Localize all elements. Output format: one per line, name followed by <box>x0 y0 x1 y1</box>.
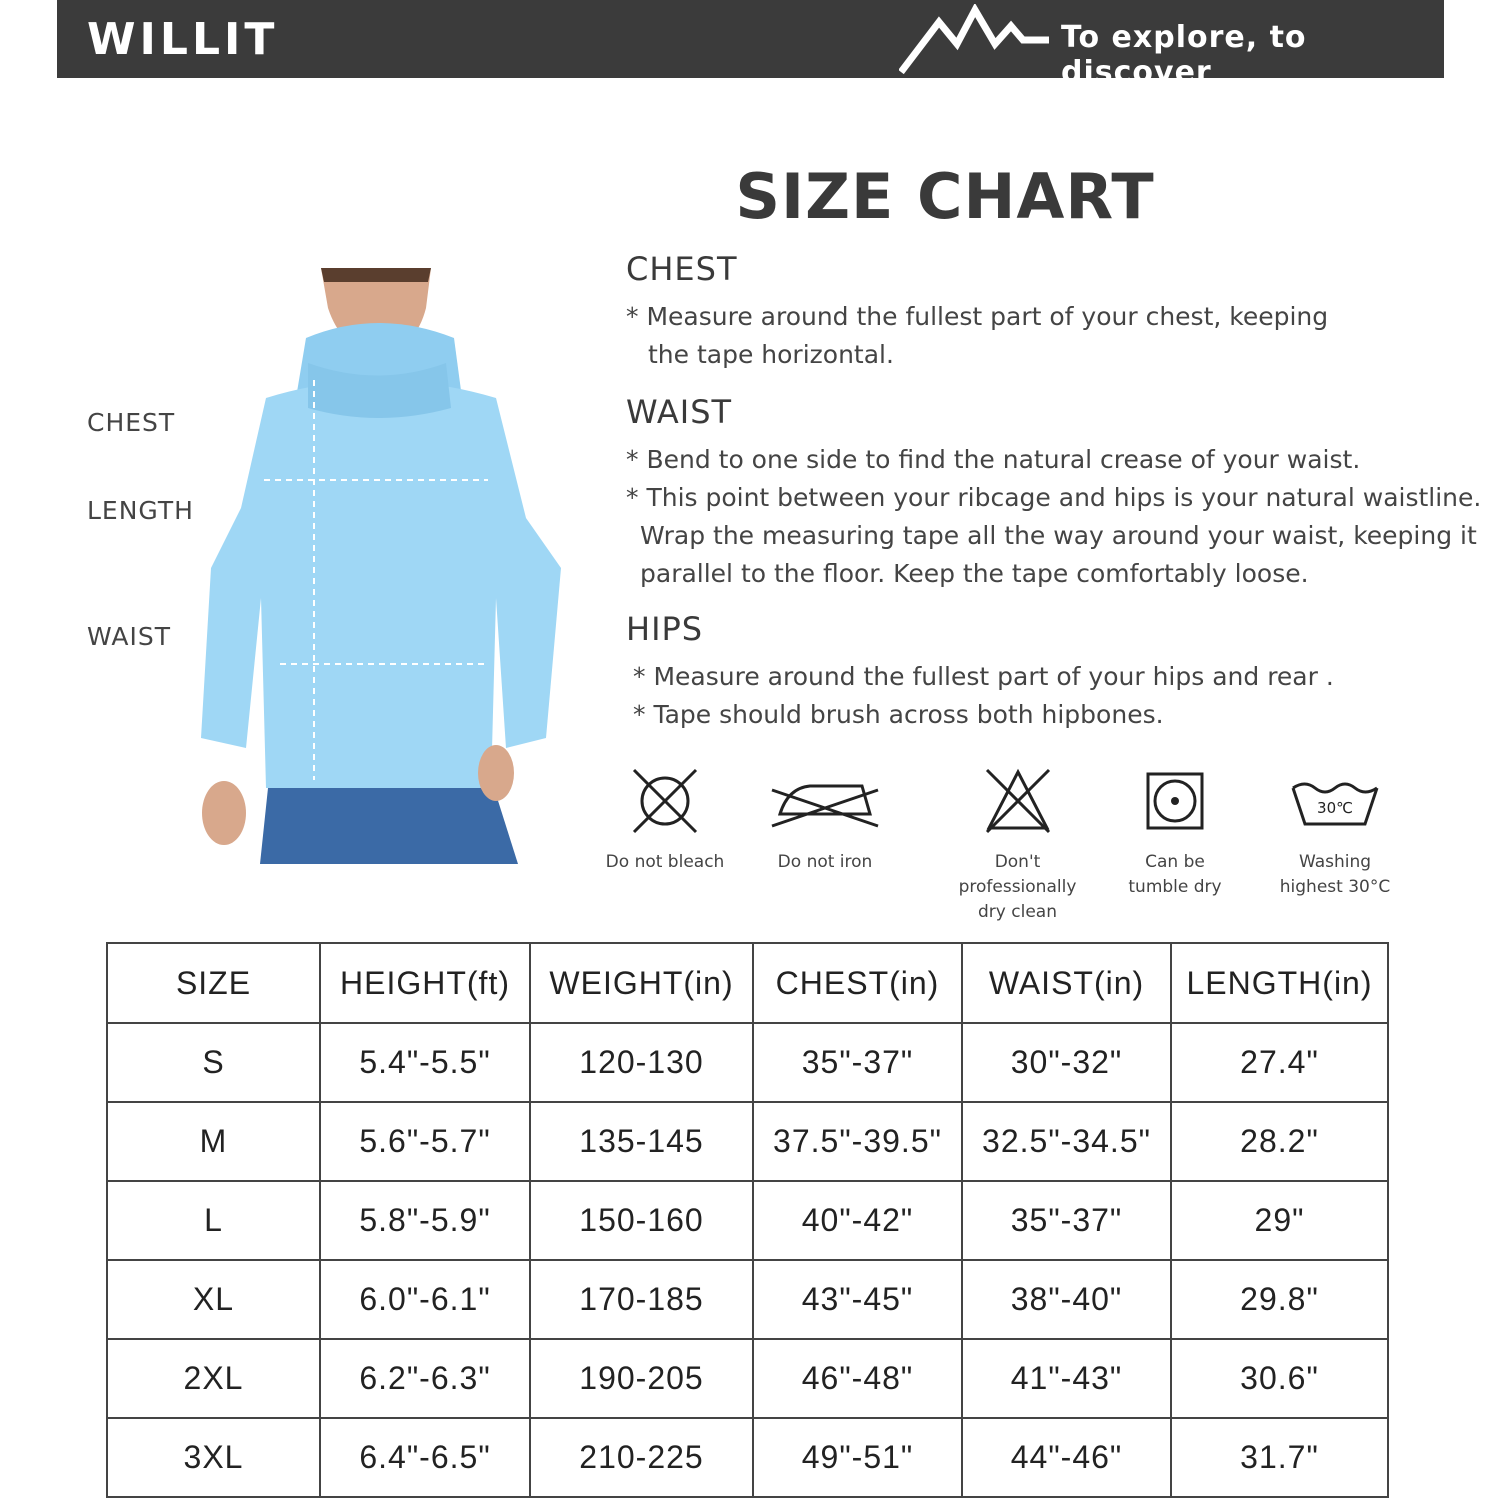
cell-height: 5.8"-5.9" <box>320 1181 530 1260</box>
cell-height: 5.6"-5.7" <box>320 1102 530 1181</box>
care-tumble-dry <box>1115 766 1235 900</box>
cell-length: 29" <box>1171 1181 1388 1260</box>
mountain-icon <box>899 4 1059 74</box>
cell-size: S <box>107 1023 320 1102</box>
hips-line-1: * Measure around the fullest part of your hips and rear . <box>633 662 1334 691</box>
waist-line-4: parallel to the floor. Keep the tape comfortably loose. <box>640 559 1309 588</box>
cell-height: 5.4"-5.5" <box>320 1023 530 1102</box>
care-label: Can be <box>1145 852 1205 872</box>
table-row <box>107 1260 1388 1339</box>
care-no-bleach <box>600 766 730 875</box>
table-row <box>107 1102 1388 1181</box>
cell-weight: 135-145 <box>530 1102 753 1181</box>
cell-length: 29.8" <box>1171 1260 1388 1339</box>
care-wash-30 <box>1270 766 1400 900</box>
label-chest: CHEST <box>87 408 176 437</box>
header-size: SIZE <box>107 943 320 1023</box>
size-table <box>106 942 1389 1498</box>
header-chest: CHEST(in) <box>753 943 962 1023</box>
cell-waist: 32.5"-34.5" <box>962 1102 1171 1181</box>
no-bleach-icon <box>630 766 700 836</box>
care-no-dry-clean <box>935 766 1100 925</box>
hips-line-2: * Tape should brush across both hipbones. <box>633 700 1164 729</box>
cell-size: 3XL <box>107 1418 320 1497</box>
label-waist: WAIST <box>87 622 171 651</box>
header-height: HEIGHT(ft) <box>320 943 530 1023</box>
cell-length: 30.6" <box>1171 1339 1388 1418</box>
cell-weight: 170-185 <box>530 1260 753 1339</box>
cell-height: 6.4"-6.5" <box>320 1418 530 1497</box>
cell-weight: 120-130 <box>530 1023 753 1102</box>
no-iron-icon <box>770 766 880 836</box>
table-header-row <box>107 943 1388 1023</box>
table-row <box>107 1418 1388 1497</box>
care-no-iron <box>760 766 890 875</box>
care-label: Do not bleach <box>605 852 725 872</box>
cell-length: 28.2" <box>1171 1102 1388 1181</box>
tagline: To explore, to discover <box>1061 20 1307 90</box>
svg-text:30℃: 30℃ <box>1317 799 1353 817</box>
waist-line-1: * Bend to one side to find the natural crease of your waist. <box>626 445 1361 474</box>
care-label: highest 30°C <box>1279 877 1391 897</box>
cell-height: 6.2"-6.3" <box>320 1339 530 1418</box>
wash-30-icon <box>1285 766 1385 836</box>
chest-heading: CHEST <box>626 250 738 288</box>
brand-header <box>57 0 1444 90</box>
table-row <box>107 1023 1388 1102</box>
cell-height: 6.0"-6.1" <box>320 1260 530 1339</box>
cell-waist: 35"-37" <box>962 1181 1171 1260</box>
cell-size: L <box>107 1181 320 1260</box>
cell-size: 2XL <box>107 1339 320 1418</box>
cell-size: M <box>107 1102 320 1181</box>
waist-heading: WAIST <box>626 393 733 431</box>
chest-line-1: * Measure around the fullest part of your chest, keeping <box>626 302 1329 331</box>
table-row <box>107 1181 1388 1260</box>
header-weight: WEIGHT(in) <box>530 943 753 1023</box>
table-row <box>107 1339 1388 1418</box>
care-label: tumble dry <box>1128 877 1222 897</box>
waist-line-2: * This point between your ribcage and hips is your natural waistline. <box>626 483 1482 512</box>
cell-weight: 210-225 <box>530 1418 753 1497</box>
chest-line-2: the tape horizontal. <box>648 340 894 369</box>
care-label: dry clean <box>978 902 1057 922</box>
tumble-dry-icon <box>1140 766 1210 836</box>
cell-chest: 37.5"-39.5" <box>753 1102 962 1181</box>
cell-waist: 30"-32" <box>962 1023 1171 1102</box>
waist-line-3: Wrap the measuring tape all the way around your waist, keeping it <box>640 521 1477 550</box>
cell-size: XL <box>107 1260 320 1339</box>
cell-length: 31.7" <box>1171 1418 1388 1497</box>
hips-heading: HIPS <box>626 610 704 648</box>
cell-waist: 38"-40" <box>962 1260 1171 1339</box>
cell-chest: 49"-51" <box>753 1418 962 1497</box>
cell-weight: 150-160 <box>530 1181 753 1260</box>
cell-waist: 41"-43" <box>962 1339 1171 1418</box>
cell-length: 27.4" <box>1171 1023 1388 1102</box>
care-label: Washing <box>1298 852 1372 872</box>
label-length: LENGTH <box>87 496 194 525</box>
header-length: LENGTH(in) <box>1171 943 1388 1023</box>
care-label: Don't professionally <box>958 852 1077 897</box>
cell-chest: 46"-48" <box>753 1339 962 1418</box>
cell-chest: 40"-42" <box>753 1181 962 1260</box>
page-title: SIZE CHART <box>735 160 1155 233</box>
brand-logo: WILLIT <box>87 14 279 65</box>
model-shirt-image <box>196 268 566 864</box>
cell-chest: 43"-45" <box>753 1260 962 1339</box>
no-dry-clean-icon <box>983 766 1053 836</box>
header-waist: WAIST(in) <box>962 943 1171 1023</box>
cell-waist: 44"-46" <box>962 1418 1171 1497</box>
care-label: Do not iron <box>777 852 873 872</box>
cell-weight: 190-205 <box>530 1339 753 1418</box>
cell-chest: 35"-37" <box>753 1023 962 1102</box>
